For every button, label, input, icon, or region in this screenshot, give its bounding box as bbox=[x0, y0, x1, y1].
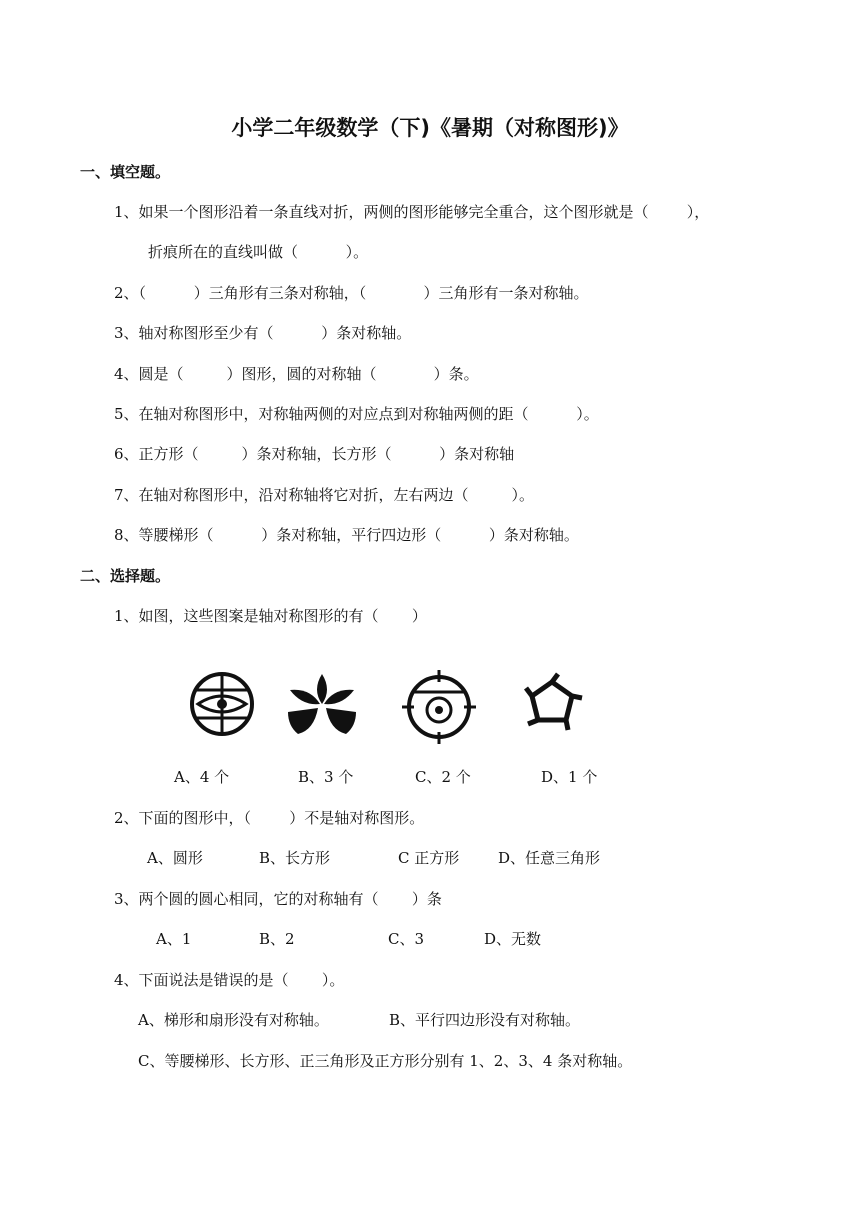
q1-option-d: D、1 个 bbox=[541, 768, 598, 786]
worksheet-title: 小学二年级数学（下)《暑期（对称图形)》 bbox=[231, 116, 629, 140]
choice-q3: 3、两个圆的圆心相同，它的对称轴有（ ）条 bbox=[114, 890, 442, 908]
fill-blank-q5: 5、在轴对称图形中，对称轴两侧的对应点到对称轴两侧的距（ ）。 bbox=[114, 405, 599, 423]
q2-option-a: A、圆形 bbox=[147, 849, 203, 867]
q1-option-b: B、3 个 bbox=[298, 768, 354, 786]
section-heading-choice: 二、选择题。 bbox=[80, 567, 171, 585]
q1-option-c: C、2 个 bbox=[415, 768, 471, 786]
q2-option-b: B、长方形 bbox=[259, 849, 331, 867]
choice-q1: 1、如图，这些图案是轴对称图形的有（ ） bbox=[114, 607, 427, 625]
fill-blank-q8: 8、等腰梯形（ ）条对称轴，平行四边形（ ）条对称轴。 bbox=[114, 526, 579, 544]
fill-blank-q6: 6、正方形（ ）条对称轴，长方形（ ）条对称轴 bbox=[114, 445, 515, 463]
q4-option-a: A、梯形和扇形没有对称轴。 bbox=[138, 1011, 329, 1029]
choice-q4: 4、下面说法是错误的是（ ）。 bbox=[114, 971, 345, 989]
q3-option-d: D、无数 bbox=[484, 930, 542, 948]
fill-blank-q7: 7、在轴对称图形中，沿对称轴将它对折，左右两边（ ）。 bbox=[114, 486, 534, 504]
q2-option-c: C 正方形 bbox=[398, 849, 460, 867]
fill-blank-q2: 2、（ ）三角形有三条对称轴，（ ）三角形有一条对称轴。 bbox=[114, 284, 589, 302]
q3-option-b: B、2 bbox=[259, 930, 295, 948]
flower-petal-icon bbox=[284, 668, 360, 740]
q4-option-c: C、等腰梯形、长方形、正三角形及正方形分别有 1、2、3、4 条对称轴。 bbox=[138, 1052, 633, 1070]
fill-blank-q1-cont: 折痕所在的直线叫做（ ）。 bbox=[148, 243, 369, 261]
q4-option-b: B、平行四边形没有对称轴。 bbox=[389, 1011, 581, 1029]
circle-eye-icon bbox=[186, 668, 258, 740]
choice-q2: 2、下面的图形中，（ ）不是轴对称图形。 bbox=[114, 809, 425, 827]
fill-blank-q3: 3、轴对称图形至少有（ ）条对称轴。 bbox=[114, 324, 412, 342]
q3-option-a: A、1 bbox=[156, 930, 192, 948]
fill-blank-q1: 1、如果一个图形沿着一条直线对折，两侧的图形能够完全重合，这个图形就是（ ）， bbox=[114, 203, 710, 221]
q3-option-c: C、3 bbox=[388, 930, 425, 948]
symmetry-figures bbox=[186, 668, 596, 748]
section-heading-fill-blank: 一、填空题。 bbox=[80, 163, 171, 181]
q2-option-d: D、任意三角形 bbox=[498, 849, 601, 867]
q1-option-a: A、4 个 bbox=[174, 768, 230, 786]
pentagon-swirl-icon bbox=[516, 668, 588, 740]
fill-blank-q4: 4、圆是（ ）图形，圆的对称轴（ ）条。 bbox=[114, 365, 479, 383]
target-circle-icon bbox=[400, 668, 478, 746]
